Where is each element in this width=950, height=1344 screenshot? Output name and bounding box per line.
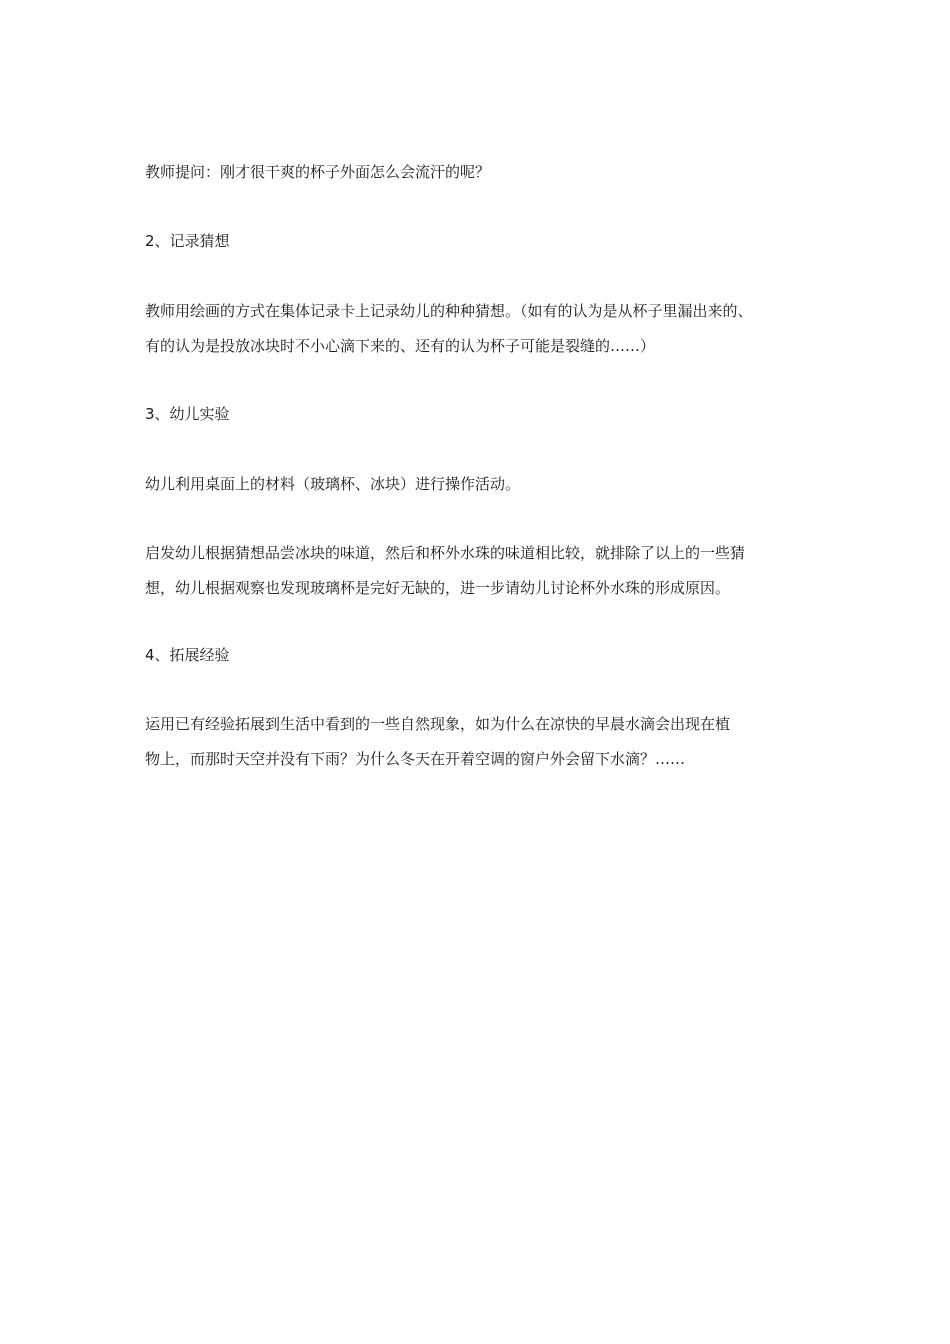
teacher-question-paragraph	[145, 155, 835, 190]
paragraph-line: 教师用绘画的方式在集体记录卡上记录幼儿的种种猜想。（如有的认为是从杯子里漏出来的、	[145, 302, 753, 320]
record-guesses-paragraph	[145, 294, 835, 364]
section-heading-experiment	[145, 397, 835, 432]
paragraph-line: 启发幼儿根据猜想品尝冰块的味道，然后和杯外水珠的味道相比较，就排除了以上的一些猜	[145, 544, 746, 562]
extend-experience-paragraph	[145, 707, 835, 777]
heading-text: 4、拓展经验	[145, 646, 230, 664]
paragraph-line: 教师提问：刚才很干爽的杯子外面怎么会流汗的呢？	[145, 163, 491, 181]
paragraph-line: 运用已有经验拓展到生活中看到的一些自然现象，如为什么在凉快的早晨水滴会出现在植	[145, 715, 731, 733]
section-heading-record-guesses	[145, 224, 835, 259]
section-heading-extend-experience	[145, 638, 835, 673]
experiment-materials-paragraph	[145, 467, 835, 502]
paragraph-line: 幼儿利用桌面上的材料（玻璃杯、冰块）进行操作活动。	[145, 475, 521, 493]
paragraph-line: 想，幼儿根据观察也发现玻璃杯是完好无缺的，进一步请幼儿讨论杯外水珠的形成原因。	[145, 579, 731, 597]
paragraph-line: 有的认为是投放冰块时不小心滴下来的、还有的认为杯子可能是裂缝的……）	[145, 337, 656, 355]
heading-text: 3、幼儿实验	[145, 405, 230, 423]
experiment-guidance-paragraph	[145, 536, 835, 606]
paragraph-line: 物上，而那时天空并没有下雨？为什么冬天在开着空调的窗户外会留下水滴？……	[145, 750, 686, 768]
heading-text: 2、记录猜想	[145, 232, 230, 250]
